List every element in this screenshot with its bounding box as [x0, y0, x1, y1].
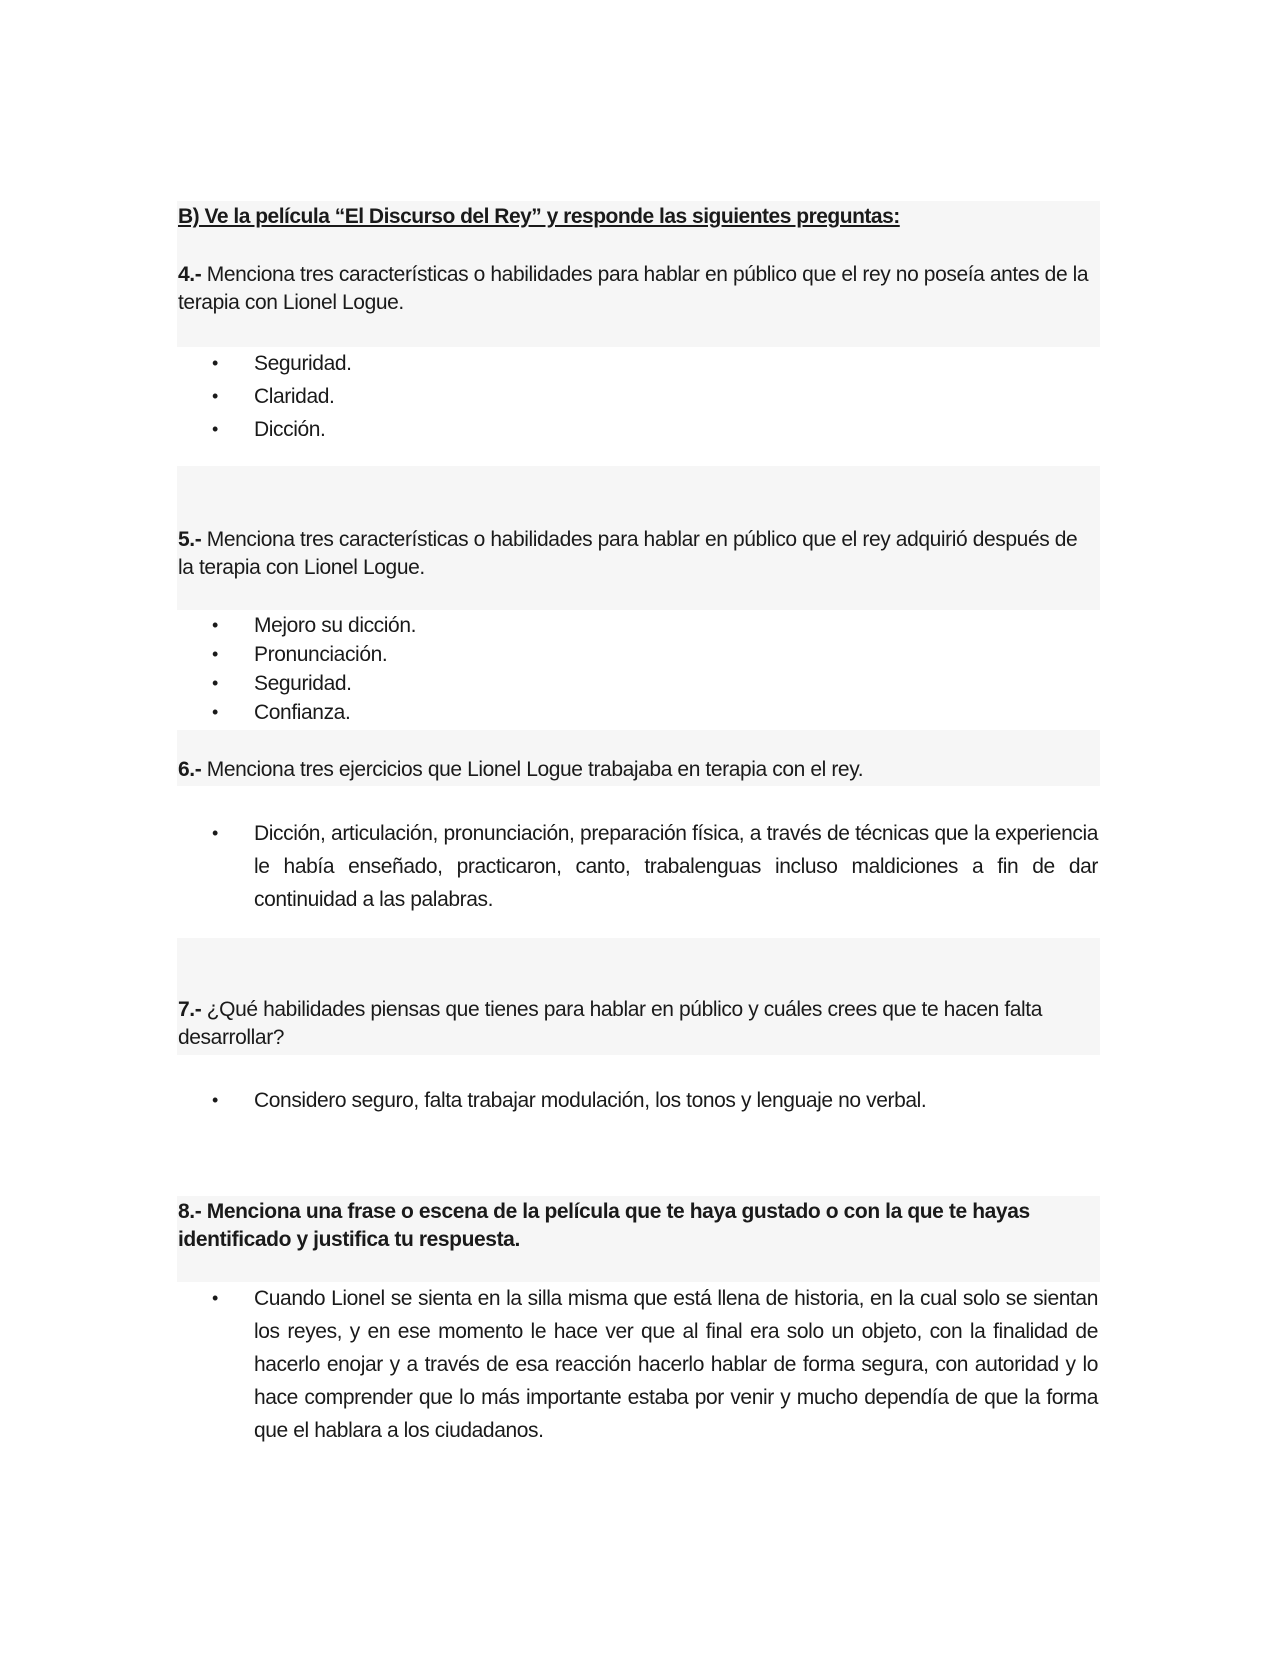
- list-item: • Pronunciación.: [212, 640, 1098, 669]
- question-number: 6.-: [178, 758, 202, 781]
- question-number: 4.-: [178, 263, 202, 286]
- question-6: [178, 756, 1098, 784]
- bullet-icon: •: [212, 823, 218, 843]
- bullet-icon: •: [212, 615, 218, 635]
- bullet-icon: •: [212, 353, 218, 373]
- question-text: ¿Qué habilidades piensas que tienes para hablar en público y cuáles crees que te hacen falta desarrollar?: [178, 998, 1043, 1049]
- list-item: • Confianza.: [212, 698, 1098, 727]
- question-text: Menciona tres características o habilidades para hablar en público que el rey no poseía antes de la terapia con Lionel Logue.: [178, 263, 1089, 314]
- bullet-icon: •: [212, 673, 218, 693]
- bullet-icon: •: [212, 702, 218, 722]
- bullet-icon: •: [212, 1288, 218, 1308]
- question-number: 8.-: [178, 1200, 202, 1223]
- question-4: [178, 261, 1098, 317]
- question-6-answers: [212, 817, 1098, 916]
- question-7-answers: [212, 1084, 1098, 1117]
- list-item: • Dicción, articulación, pronunciación, preparación física, a través de técnicas que la experiencia le había enseñado, practicaron, canto, trabalenguas incluso maldiciones a fin de dar continuidad a las palabras.: [212, 817, 1098, 916]
- list-item: • Claridad.: [212, 380, 1098, 413]
- question-8-answers: [212, 1282, 1098, 1447]
- list-item: • Considero seguro, falta trabajar modulación, los tonos y lenguaje no verbal.: [212, 1084, 1098, 1117]
- question-5: [178, 526, 1098, 582]
- question-5-answers: [212, 611, 1098, 727]
- list-item: • Dicción.: [212, 413, 1098, 446]
- question-7: [178, 996, 1098, 1052]
- bullet-icon: •: [212, 419, 218, 439]
- question-8: [178, 1198, 1098, 1254]
- list-item: • Mejoro su dicción.: [212, 611, 1098, 640]
- list-item: • Seguridad.: [212, 347, 1098, 380]
- question-text: Menciona tres características o habilidades para hablar en público que el rey adquirió después de la terapia con Lionel Logue.: [178, 528, 1078, 579]
- question-4-answers: [212, 347, 1098, 446]
- bullet-icon: •: [212, 386, 218, 406]
- bullet-icon: •: [212, 1090, 218, 1110]
- question-number: 5.-: [178, 528, 202, 551]
- question-number: 7.-: [178, 998, 202, 1021]
- question-text: Menciona tres ejercicios que Lionel Logue trabajaba en terapia con el rey.: [201, 758, 864, 781]
- section-heading: B) Ve la película “El Discurso del Rey” y responde las siguientes preguntas:: [178, 205, 900, 228]
- question-text: Menciona una frase o escena de la película que te haya gustado o con la que te hayas identificado y justifica tu respuesta.: [178, 1200, 1030, 1251]
- bullet-icon: •: [212, 644, 218, 664]
- list-item: • Cuando Lionel se sienta en la silla misma que está llena de historia, en la cual solo se sientan los reyes, y en ese momento le hace ver que al final era solo un objeto, con la finalidad de hacerlo enojar y a través de esa reacción hacerlo hablar de forma segura, con autoridad y lo hace comprender que lo más importante estaba por venir y mucho dependía de que la forma que el hablara a los ciudadanos.: [212, 1282, 1098, 1447]
- list-item: • Seguridad.: [212, 669, 1098, 698]
